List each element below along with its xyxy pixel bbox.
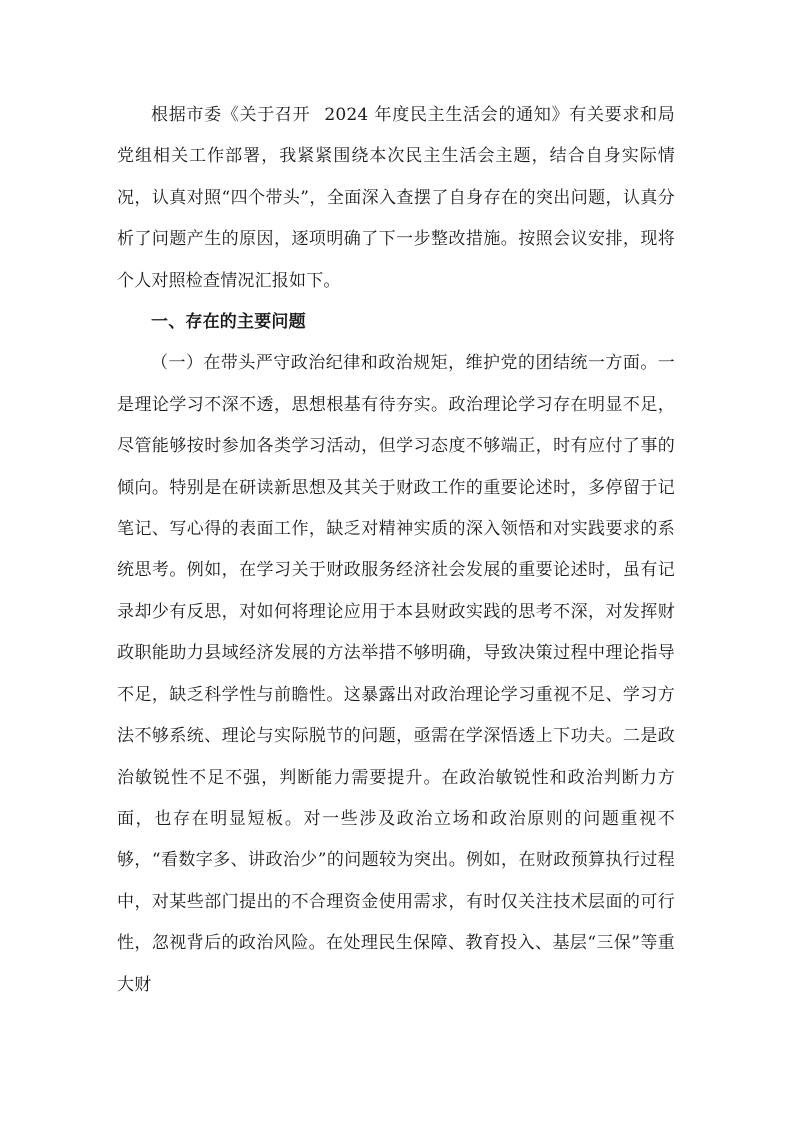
intro-year: 2024 (324, 105, 369, 125)
subsection-paragraph: （一）在带头严守政治纪律和政治规矩，维护党的团结统一方面。一是理论学习不深不透，思想根基有待夯实。政治理论学习存在明显不足，尽管能够按时参加各类学习活动，但学习态度不够端正，时有应付了事的倾向。特别是在研读新思想及其关于财政工作的重要论述时，多停留于记笔记、写心得的表面工作，缺乏对精神实质的深入领悟和对实践要求的系统思考。例如，在学习关于财政服务经济社会发展的重要论述时，虽有记录却少有反思，对如何将理论应用于本县财政实践的思考不深，对发挥财政职能助力县域经济发展的方法举措不够明确，导致决策过程中理论指导不足，缺乏科学性与前瞻性。这暴露出对政治理论学习重视不足、学习方法不够系统、理论与实际脱节的问题，亟需在学深悟透上下功夫。二是政治敏锐性不足不强，判断能力需要提升。在政治敏锐性和政治判断力方面，也存在明显短板。对一些涉及政治立场和政治原则的问题重视不够，“看数字多、讲政治少”的问题较为突出。例如，在财政预算执行过程中，对某些部门提出的不合理资金使用需求，有时仅关注技术层面的可行性，忽视背后的政治风险。在处理民生保障、教育投入、基层“三保”等重大财 (117, 353, 675, 995)
intro-text-after-year: 年度民主生活会的通知》有关要求和局党组相关工作部署，我紧紧围绕本次民主生活会主题，结合自身实际情况，认真对照“四个带头”，全面深入查摆了自身存在的突出问题，认真分析了问题产生的原因，逐项明确了下一步整改措施。按照会议安排，现将个人对照检查情况汇报如下。 (117, 105, 675, 291)
intro-text-before-year: 根据市委《关于召开 (151, 105, 311, 125)
intro-paragraph (117, 95, 675, 302)
section-heading: 一、存在的主要问题 (151, 312, 306, 333)
document-body (117, 95, 675, 1006)
